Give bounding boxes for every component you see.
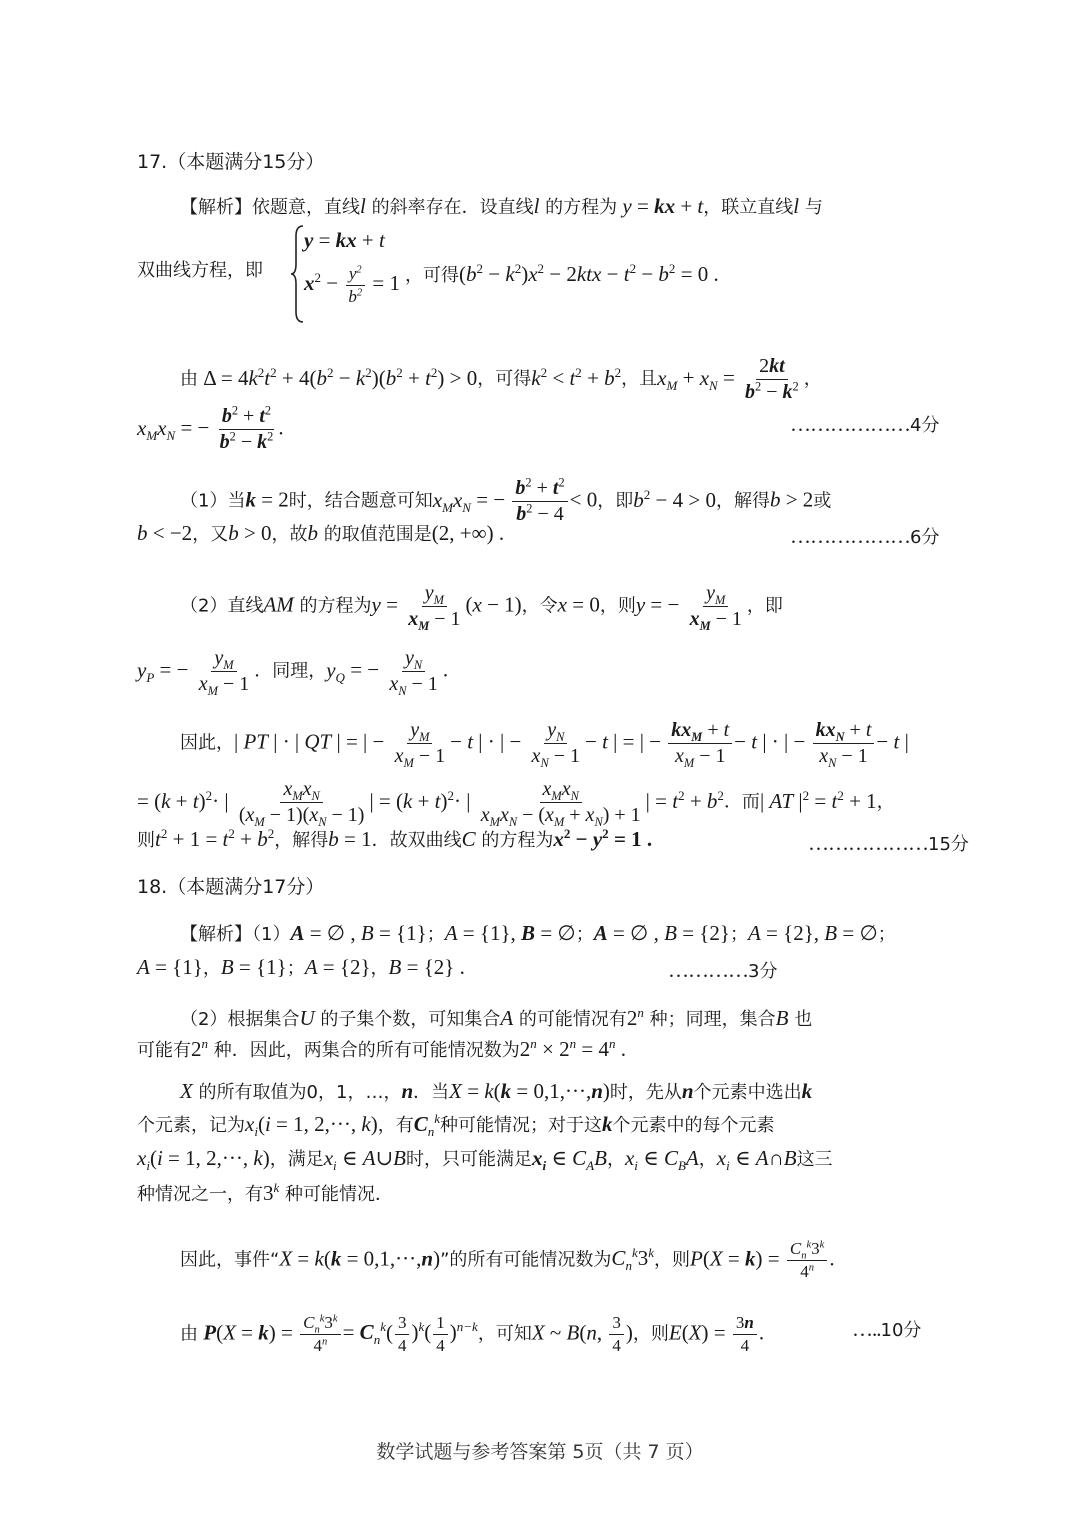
p18-part2-line-1: （2）根据集合U 的子集个数，可知集合A 的可能情况有2$^n$ 种；同理，集合B 也 xyxy=(180,1005,813,1030)
p17-line-4: $x_Mx_N$ = − $\frac{b^2 + t^2}{b^2 - k^2}$ . xyxy=(137,403,284,453)
p18-part2-line-8: 由 P(X = k) = $\frac{C_n^k3^k}{4^n}$ = $C_n^k$( $\frac{3}{4}$ )$^k$( $\frac{1}{4}$ )$^{n-k}$，可知X ~ B(n, $\frac{3}{4}$ )，则E(X) = $\frac{3n}{4}$ . xyxy=(180,1313,765,1355)
system-eq-1: y = kx + t xyxy=(304,228,385,252)
score-marker-6: ………………6分 xyxy=(790,524,940,548)
score-marker-3: …………3分 xyxy=(668,958,778,982)
analysis-tag: 【解析】 xyxy=(180,924,252,945)
problem-18-header-text: 18.（本题满分17分） xyxy=(137,876,325,898)
p18-part2-line-4: 个元素，记为$x_i(i = 1$, 2,···, k)，有$C_n^k$种可能情况；对于这k个元素中的每个元素 xyxy=(137,1111,775,1140)
p18-part2-line-5: $x_i(i = 1$, 2,···, k)，满足$x_i$ ∈ A∪B时，只可能满足$x_i$ ∈ $C_AB$，$x_i$ ∈ $C_BA$，$x_i$ ∈ A∩B这三 xyxy=(137,1146,833,1174)
p18-part2-line-2: 可能有2$^n$ 种．因此，两集合的所有可能情况数为$2^n \times 2^n = 4^n$ . xyxy=(137,1036,626,1061)
p17-line-2-label: 双曲线方程，即 xyxy=(137,260,263,281)
p18-part1-line-2: A = {1}，B = {1}；A = {2}，B = {2} . xyxy=(137,955,465,979)
problem-18-header xyxy=(137,878,324,897)
p17-line-3: 由 $\Delta = 4k^2t^2 + 4(b^2 - k^2)(b^2 + t^2) > 0$，可得$k^2 < t^2 + b^2$，且$x_M + x_N$ = $\frac{2kt}{b^2 - k^2}$ ， xyxy=(180,355,822,403)
score-marker-10: …..10分 xyxy=(852,1317,922,1341)
problem-17-header-text: 17.（本题满分15分） xyxy=(137,151,325,173)
equation-system xyxy=(304,228,400,306)
score-marker-15: ………………15分 xyxy=(808,831,969,855)
p17-part1-line-2: b < −2，又b > 0，故b 的取值范围是(2, +∞) . xyxy=(137,521,505,545)
analysis-tag: 【解析】 xyxy=(180,197,252,218)
p17-part2-line-5: 则$t^2 + 1 = t^2 + b^2$，解得b = 1．故双曲线C 的方程为$x^2 - y^2 = 1$ . xyxy=(137,826,653,851)
p17-part2-line-2: $y_P$ = − $\frac{y_M}{x_M - 1}$ ．同理，$y_Q$ = − $\frac{y_N}{x_N - 1}$ . xyxy=(137,647,449,698)
p18-part2-line-7: 因此，事件“X = k(k = 0,1,···,n)”的所有可能情况数为$C_n^k3^k$，则P(X = k) = $\frac{C_n^k3^k}{4^n}$ . xyxy=(180,1239,835,1281)
p17-line-1: 【解析】依题意，直线l 的斜率存在．设直线l 的方程为 y = kx + t，联立直线l 与 xyxy=(180,194,823,218)
score-marker-4: ………………4分 xyxy=(790,412,940,436)
p17-part2-line-4: = $(k + t)^2\cdot$ | $\frac{x_Mx_N}{(x_M - 1)(x_N - 1)}$ | = $(k + t)^2\cdot$ | $\frac{x_Mx_N}{x_Mx_N - (x_M + x_N) + 1}$ | = $t^2 + b^2$．而| AT $|^2 = t^2 + 1$， xyxy=(137,778,895,829)
page-footer: 数学试题与参考答案第 5页（共 7 页） xyxy=(376,1441,704,1463)
left-brace-icon xyxy=(289,224,305,324)
p17-part2-line-3: 因此，| PT | · | QT | = | − $\frac{y_M}{x_M - 1}$ − t | · | − $\frac{y_N}{x_N - 1}$ − t | = | − $\frac{kx_M + t}{x_M - 1}$ − t | · | − $\frac{kx_N + t}{x_N - 1}$ − t | xyxy=(180,719,909,770)
p18-part2-line-6: 种情况之一，有3$^k$ 种可能情况． xyxy=(137,1180,394,1205)
p17-part2-line-1: （2）直线AM 的方程为y = $\frac{y_M}{x_M - 1}$ (x − 1)，令x = 0，则y = − $\frac{y_M}{x_M - 1}$ ，即 xyxy=(180,582,783,633)
problem-17-header xyxy=(137,153,324,172)
p18-part1-line-1: 【解析】（1）A = ∅ , B = {1}；A = {1}, B = ∅；A = ∅ , B = {2}；A = {2}, B = ∅； xyxy=(180,921,896,945)
p17-part1-line-1: （1）当k = 2时，结合题意可知$x_Mx_N$ = − $\frac{b^2 + t^2}{b^2 - 4}$ < 0，即$b^2 - 4 > 0$，解得b > 2或 xyxy=(180,475,832,525)
p18-part2-line-3: X 的所有取值为0，1，…，n．当X = k(k = 0,1,···,n)时，先从n个元素中选出k xyxy=(180,1079,813,1103)
system-eq-2: $x^2$ − $\frac{y^2}{b^2}$ = 1 xyxy=(304,264,400,306)
p17-line-2-result: ，可得$(b^2 - k^2)x^2 - 2ktx - t^2 - b^2 = 0$ . xyxy=(405,261,719,286)
